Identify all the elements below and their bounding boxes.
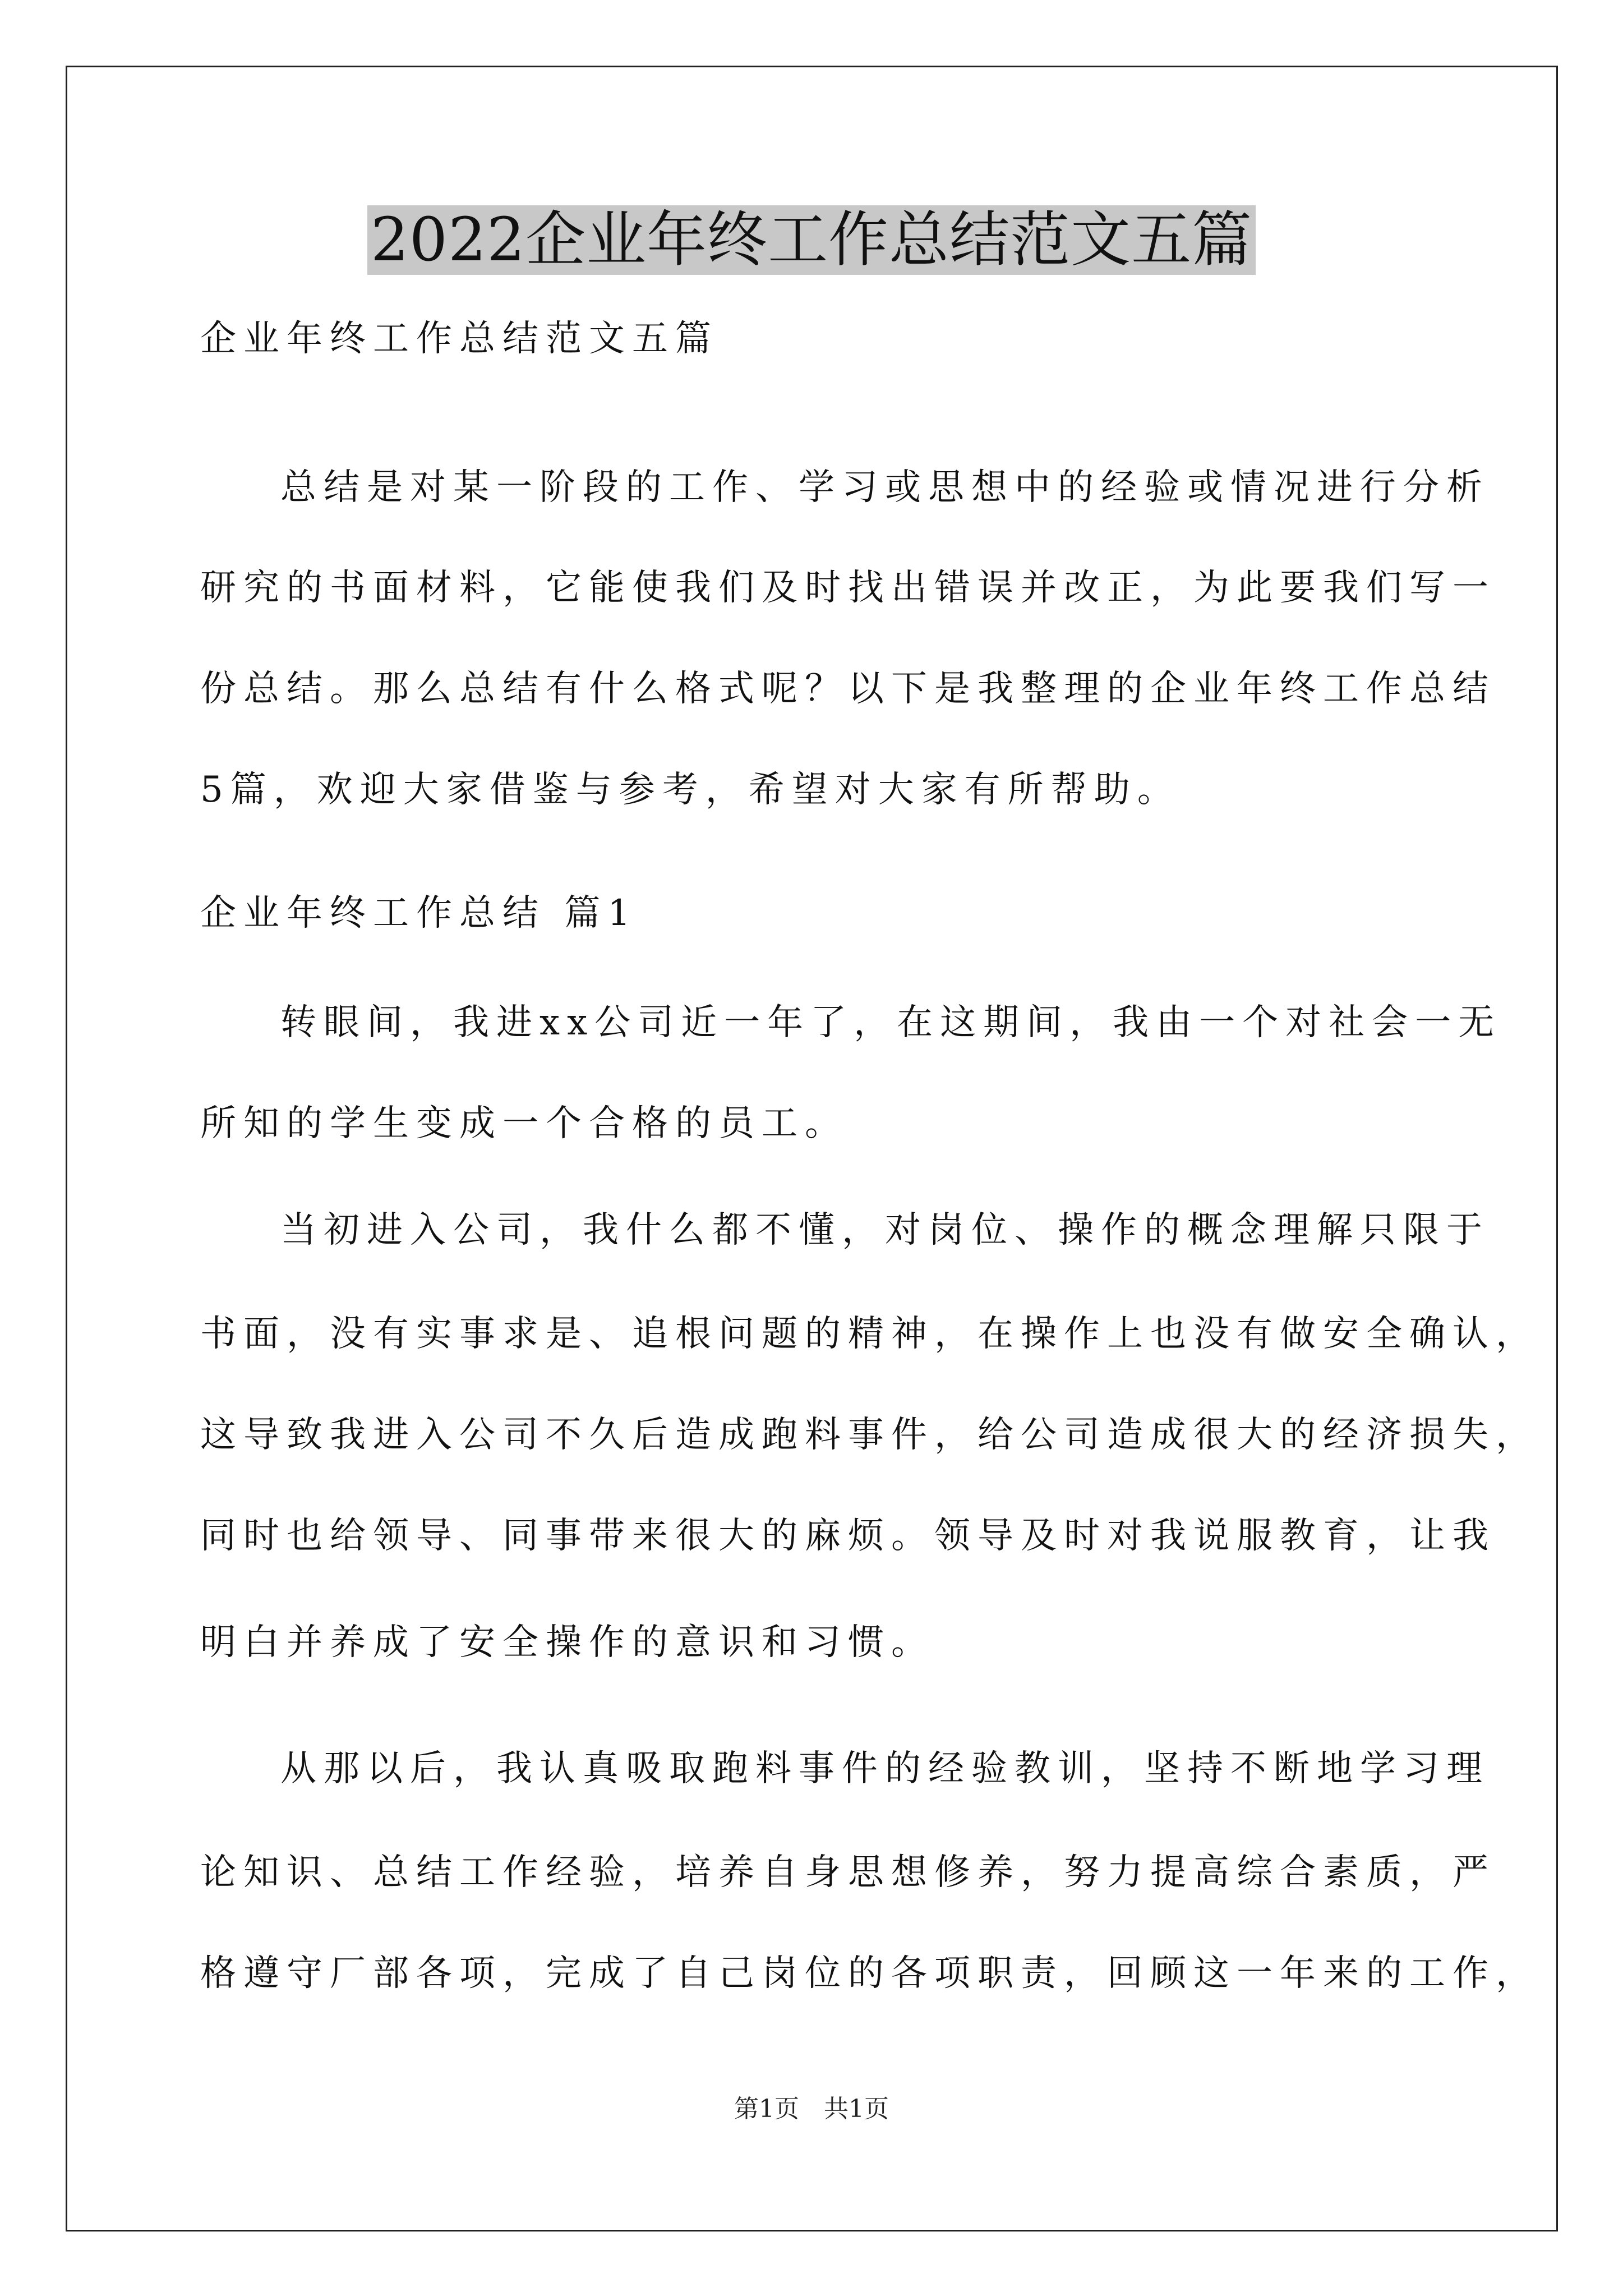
paragraph-line: 研究的书面材料，它能使我们及时找出错误并改正，为此要我们写一	[200, 567, 1496, 609]
paragraph-line: 论知识、总结工作经验，培养自身思想修养，努力提高综合素质，严	[200, 1852, 1496, 1893]
section-heading: 企业年终工作总结 篇1	[200, 892, 638, 934]
paragraph-line: 同时也给领导、同事带来很大的麻烦。领导及时对我说服教育，让我	[200, 1515, 1496, 1557]
paragraph-line: 从那以后，我认真吸取跑料事件的经验教训，坚持不断地学习理	[280, 1748, 1490, 1789]
page-footer: 第1页 共1页	[734, 2095, 889, 2123]
paragraph-line: 份总结。那么总结有什么格式呢？以下是我整理的企业年终工作总结	[200, 668, 1496, 710]
paragraph-line: 5篇，欢迎大家借鉴与参考，希望对大家有所帮助。	[200, 769, 1181, 811]
paragraph-line: 明白并养成了安全操作的意识和习惯。	[200, 1622, 934, 1663]
section-heading: 企业年终工作总结范文五篇	[200, 318, 718, 360]
paragraph-line: 这导致我进入公司不久后造成跑料事件，给公司造成很大的经济损失，	[200, 1414, 1539, 1456]
paragraph-line: 书面，没有实事求是、追根问题的精神，在操作上也没有做安全确认，	[200, 1313, 1539, 1355]
paragraph-line: 转眼间，我进xx公司近一年了，在这期间，我由一个对社会一无	[280, 1002, 1502, 1043]
document-title	[0, 201, 1623, 279]
document-title-text: 2022企业年终工作总结范文五篇	[367, 205, 1256, 275]
paragraph-line: 总结是对某一阶段的工作、学习或思想中的经验或情况进行分析	[280, 467, 1490, 508]
paragraph-line: 当初进入公司，我什么都不懂，对岗位、操作的概念理解只限于	[280, 1209, 1490, 1251]
paragraph-line: 格遵守厂部各项，完成了自己岗位的各项职责，回顾这一年来的工作，	[200, 1953, 1539, 1994]
paragraph-line: 所知的学生变成一个合格的员工。	[200, 1103, 848, 1144]
